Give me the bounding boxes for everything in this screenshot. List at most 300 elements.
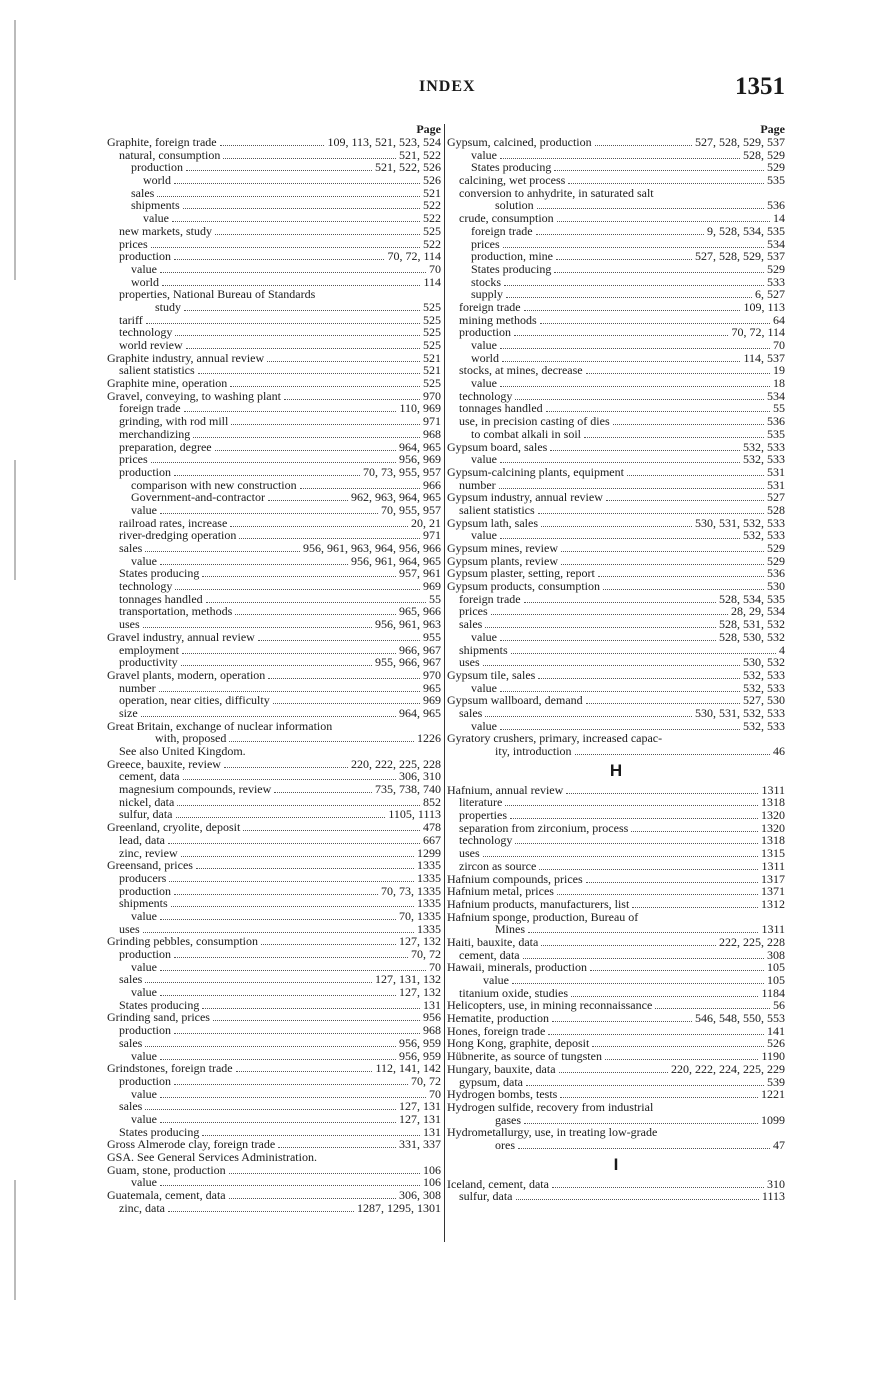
- index-entry-term: zinc, review: [119, 845, 178, 860]
- index-entry-term: uses: [459, 655, 480, 670]
- dot-leader: [174, 475, 360, 476]
- dot-leader: [223, 158, 396, 159]
- dot-leader: [504, 285, 764, 286]
- index-entry: [107, 466, 441, 479]
- index-entry-term: Greensand, prices: [107, 858, 193, 873]
- dot-leader: [561, 551, 764, 552]
- dot-leader: [586, 703, 740, 704]
- index-entry: [107, 136, 441, 149]
- dot-leader: [598, 576, 764, 577]
- index-entry: [447, 707, 785, 720]
- index-entry-term: sulfur, data: [119, 807, 173, 822]
- dot-leader: [273, 703, 420, 704]
- dot-leader: [516, 1199, 759, 1200]
- dot-leader: [523, 958, 764, 959]
- index-entry: [447, 225, 785, 238]
- index-entry: [107, 453, 441, 466]
- index-entry: [107, 377, 441, 390]
- index-entry-pages: 47: [773, 1137, 785, 1152]
- index-entry-term: Hydrogen bombs, tests: [447, 1087, 558, 1102]
- index-entry-term: sales: [119, 1035, 143, 1050]
- dot-leader: [528, 932, 758, 933]
- dot-leader: [198, 373, 420, 374]
- index-entry: [107, 694, 441, 707]
- index-entry: [447, 847, 785, 860]
- dot-leader: [141, 716, 396, 717]
- dot-leader: [541, 945, 716, 946]
- index-entry-term: Haiti, bauxite, data: [447, 934, 539, 949]
- index-entry: [447, 631, 785, 644]
- index-entry-term: magnesium compounds, review: [119, 782, 272, 797]
- index-entry: [107, 631, 441, 644]
- index-entry-pages: 55: [429, 591, 441, 606]
- dot-leader: [236, 1071, 373, 1072]
- index-entry: [447, 1139, 785, 1152]
- index-entry-pages: 529: [767, 541, 785, 555]
- index-entry-pages: 114, 537: [743, 350, 785, 365]
- index-entry-term: stocks, at mines, decrease: [459, 363, 583, 378]
- index-entry-term: technology: [119, 325, 173, 340]
- index-entry: [107, 973, 441, 986]
- index-entry: [107, 542, 441, 555]
- index-entry-term: Hawaii, minerals, production: [447, 960, 587, 975]
- dot-leader: [512, 983, 764, 984]
- dot-leader: [258, 640, 420, 641]
- index-entry-term: nickel, data: [119, 794, 175, 809]
- index-entry-term: shipments: [119, 896, 168, 911]
- index-entry-pages: 955: [423, 629, 441, 644]
- index-entry: [107, 656, 441, 669]
- index-entry: [107, 910, 441, 923]
- index-entry-term: Gravel industry, annual review: [107, 629, 255, 644]
- index-entry-term: value: [131, 985, 157, 1000]
- index-entry-heading: Hydrogen sulfide, recovery from industrial: [447, 1099, 654, 1114]
- index-entry-term: States producing: [119, 1124, 200, 1139]
- index-entry-pages: 735, 738, 740: [375, 782, 441, 797]
- index-entry: [447, 517, 785, 530]
- index-entry-pages: 109, 113: [743, 299, 785, 314]
- index-entry-pages: 525: [423, 299, 441, 314]
- dot-leader: [160, 919, 396, 920]
- index-entry-pages: 127, 131: [399, 1111, 441, 1126]
- dot-leader: [160, 970, 426, 971]
- index-entry-pages: 306, 310: [399, 769, 441, 784]
- index-entry-pages: 521, 522, 526: [375, 160, 441, 175]
- index-entry-term: Hübnerite, as source of tungsten: [447, 1049, 602, 1064]
- index-entry-pages: 1299: [417, 845, 441, 860]
- index-entry-term: number: [459, 477, 496, 492]
- index-entry-pages: 1320: [761, 820, 785, 835]
- index-entry: [447, 974, 785, 987]
- index-entry-pages: 528, 534, 535: [719, 591, 785, 606]
- index-entry-pages: 526: [423, 173, 441, 188]
- dot-leader: [160, 995, 396, 996]
- index-entry: [107, 1024, 441, 1037]
- index-entry-pages: 522: [423, 236, 441, 251]
- index-entry-pages: 521: [423, 350, 441, 365]
- index-entry-pages: 127, 132: [399, 985, 441, 1000]
- index-entry: [447, 542, 785, 555]
- dot-leader: [213, 1020, 420, 1021]
- index-entry-pages: 1320: [761, 808, 785, 823]
- index-entry-pages: 527, 530: [743, 693, 785, 708]
- dot-leader: [206, 602, 426, 603]
- index-entry: [107, 1113, 441, 1126]
- index-entry-term: prices: [119, 236, 148, 251]
- index-entry: [447, 860, 785, 873]
- index-entry-term: technology: [459, 388, 513, 403]
- index-entry-pages: 527, 528, 529, 537: [695, 135, 785, 149]
- index-entry-pages: 525: [423, 376, 441, 391]
- dot-leader: [627, 475, 764, 476]
- dot-leader: [184, 411, 397, 412]
- index-entry-term: production: [131, 160, 183, 175]
- index-entry: [447, 644, 785, 657]
- dot-leader: [278, 1147, 396, 1148]
- index-entry-term: value: [131, 1175, 157, 1190]
- index-entry-term: Hones, foreign trade: [447, 1023, 546, 1038]
- dot-leader: [202, 1135, 420, 1136]
- index-entry-pages: 1335: [417, 870, 441, 885]
- index-entry-pages: 127, 132: [399, 934, 441, 949]
- dot-leader: [503, 247, 764, 248]
- index-entry-term: uses: [459, 846, 480, 861]
- dot-leader: [526, 1085, 764, 1086]
- index-entry-term: shipments: [459, 642, 508, 657]
- index-entry-term: to combat alkali in soil: [471, 426, 581, 441]
- index-entry-heading: Gyratory crushers, primary, increased capac-: [447, 731, 663, 746]
- index-entry-pages: 1311: [761, 782, 785, 797]
- index-entry: [107, 618, 441, 631]
- dot-leader: [491, 614, 728, 615]
- index-entry-pages: 106: [423, 1175, 441, 1190]
- index-entry-pages: 1221: [761, 1087, 785, 1102]
- index-entry-pages: 70, 72: [411, 947, 441, 961]
- index-entry-pages: 220, 222, 224, 225, 229: [671, 1061, 785, 1076]
- index-entry-pages: 1099: [761, 1112, 785, 1127]
- dot-leader: [595, 145, 692, 146]
- index-entry-term: zinc, data: [119, 1200, 165, 1215]
- dot-leader: [176, 817, 386, 818]
- index-entry-term: prices: [119, 452, 148, 467]
- index-entry-term: use, in precision casting of dies: [459, 414, 610, 429]
- dot-leader: [500, 158, 740, 159]
- index-entry-pages: 529: [767, 261, 785, 276]
- index-entry: [447, 212, 785, 225]
- dot-leader: [229, 741, 414, 742]
- index-entry-term: value: [471, 147, 497, 162]
- index-entry-term: Hungary, bauxite, data: [447, 1061, 556, 1076]
- index-entry-pages: 1318: [761, 795, 785, 810]
- dot-leader: [552, 1021, 692, 1022]
- dot-leader: [202, 1008, 420, 1009]
- index-entry-term: production: [119, 249, 171, 264]
- index-entry: [447, 339, 785, 352]
- index-entry-term: foreign trade: [459, 299, 521, 314]
- index-entry-pages: 955, 966, 967: [375, 655, 441, 670]
- index-entry-term: crude, consumption: [459, 211, 554, 226]
- index-entry: [107, 174, 441, 187]
- dot-leader: [215, 450, 396, 451]
- dot-leader: [500, 386, 770, 387]
- index-entry-term: sales: [459, 617, 483, 632]
- dot-leader: [552, 1187, 764, 1188]
- index-entry-term: value: [131, 908, 157, 923]
- index-entry-pages: 962, 963, 964, 965: [351, 490, 441, 505]
- index-entry-term: calcining, wet process: [459, 173, 566, 188]
- index-entry-pages: 956, 961, 963, 964, 956, 966: [303, 541, 441, 555]
- dot-leader: [485, 627, 716, 628]
- index-entry: [107, 821, 441, 834]
- index-entry-pages: 1317: [761, 871, 785, 886]
- dot-leader: [500, 729, 740, 730]
- index-entry-term: Government-and-contractor: [131, 490, 265, 505]
- index-entry-pages: 536: [767, 414, 785, 429]
- dot-leader: [160, 272, 426, 273]
- index-entry-term: world review: [119, 338, 183, 352]
- index-entry-term: Greece, bauxite, review: [107, 756, 221, 771]
- dot-leader: [175, 589, 420, 590]
- index-entry-term: world: [143, 173, 171, 188]
- dot-leader: [584, 437, 764, 438]
- index-entry: [107, 1164, 441, 1177]
- index-entry-term: sales: [119, 1099, 143, 1114]
- index-entry: [107, 1189, 441, 1202]
- index-entry: [107, 669, 441, 682]
- dot-leader: [510, 818, 758, 819]
- index-entry: [447, 301, 785, 314]
- index-entry-term: production: [459, 325, 511, 340]
- index-entry-term: with, proposed: [155, 731, 227, 746]
- index-entry-pages: 528, 531, 532: [719, 617, 785, 632]
- dot-leader: [592, 1046, 764, 1047]
- index-entry-pages: 964, 965: [399, 439, 441, 454]
- index-entry-pages: 521: [423, 363, 441, 378]
- index-entry-pages: 70: [429, 1086, 441, 1101]
- scan-edge-mark: [14, 460, 16, 580]
- index-entry-term: Gross Almerode clay, foreign trade: [107, 1137, 276, 1152]
- dot-leader: [540, 323, 770, 324]
- index-entry-pages: 1312: [761, 896, 785, 911]
- index-entry-term: States producing: [471, 160, 552, 175]
- index-entry-term: employment: [119, 642, 179, 657]
- index-entry-pages: 20, 21: [411, 515, 441, 530]
- dot-leader: [181, 665, 372, 666]
- index-entry: [447, 618, 785, 631]
- index-entry-pages: 70, 955, 957: [381, 502, 441, 517]
- index-entry-term: river-dredging operation: [119, 528, 237, 543]
- index-entry-pages: 478: [423, 820, 441, 835]
- dot-leader: [184, 310, 420, 311]
- index-entry-pages: 525: [423, 338, 441, 352]
- index-entry-pages: 1311: [761, 858, 785, 873]
- index-entry-term: world: [471, 350, 499, 365]
- index-entry: [107, 859, 441, 872]
- dot-leader: [506, 297, 752, 298]
- index-entry: [107, 1037, 441, 1050]
- dot-leader: [151, 462, 396, 463]
- index-entry-term: size: [119, 705, 138, 720]
- index-entry-pages: 1184: [761, 985, 785, 1000]
- index-entry-term: grinding, with rod mill: [119, 414, 229, 429]
- dot-leader: [160, 1097, 426, 1098]
- dot-leader: [524, 602, 716, 603]
- index-entry-heading: Hydrometallurgy, use, in treating low-grade: [447, 1125, 658, 1140]
- dot-leader: [268, 678, 420, 679]
- index-entry-pages: 525: [423, 312, 441, 327]
- index-entry-pages: 127, 131, 132: [375, 972, 441, 987]
- index-entry-term: value: [471, 528, 497, 543]
- dot-leader: [500, 348, 770, 349]
- index-entry-pages: 529: [767, 553, 785, 568]
- index-entry-term: number: [119, 680, 156, 695]
- index-entry-pages: 70: [429, 261, 441, 276]
- index-entry-term: production: [119, 883, 171, 898]
- dot-leader: [515, 843, 758, 844]
- index-entry-term: Mines: [495, 922, 525, 937]
- index-entry-term: titanium oxide, studies: [459, 985, 568, 1000]
- dot-leader: [174, 1084, 408, 1085]
- index-entry-term: value: [471, 452, 497, 467]
- index-entry-term: Grinding pebbles, consumption: [107, 934, 258, 949]
- index-entry-term: world: [131, 274, 159, 289]
- dot-leader: [145, 982, 372, 983]
- index-entry-pages: 528, 530, 532: [719, 629, 785, 644]
- index-entry-term: cement, data: [119, 769, 180, 784]
- dot-leader: [174, 259, 384, 260]
- index-entry-term: gypsum, data: [459, 1074, 523, 1089]
- dot-leader: [160, 1185, 420, 1186]
- index-entry-pages: 522: [423, 198, 441, 213]
- index-entry-pages: 969: [423, 693, 441, 708]
- index-entry-term: solution: [495, 198, 534, 213]
- index-entry-pages: 14: [773, 211, 785, 226]
- dot-leader: [590, 970, 764, 971]
- index-entry-pages: 28, 29, 534: [731, 604, 785, 619]
- dot-leader: [186, 348, 420, 349]
- index-entry-pages: 1335: [417, 896, 441, 911]
- index-entry-pages: 1311: [761, 922, 785, 937]
- index-entry-term: technology: [459, 833, 513, 848]
- dot-leader: [215, 234, 420, 235]
- index-entry-term: cement, data: [459, 947, 520, 962]
- index-entry-term: tonnages handled: [459, 401, 543, 416]
- index-entry-pages: 141: [767, 1023, 785, 1038]
- index-entry-pages: 667: [423, 832, 441, 847]
- index-entry-pages: 532, 533: [743, 452, 785, 467]
- running-header-title: INDEX: [419, 78, 476, 95]
- dot-leader: [143, 627, 372, 628]
- dot-leader: [632, 907, 758, 908]
- index-entry-term: Gypsum industry, annual review: [447, 490, 603, 505]
- section-letter-heading: I: [613, 1154, 619, 1174]
- index-entry-term: new markets, study: [119, 223, 212, 238]
- dot-leader: [548, 1034, 764, 1035]
- index-entry-pages: 964, 965: [399, 705, 441, 720]
- index-entry: [107, 580, 441, 593]
- index-entry-term: foreign trade: [459, 591, 521, 606]
- index-entry-pages: 222, 225, 228: [719, 934, 785, 949]
- dot-leader: [518, 1148, 770, 1149]
- index-entry-term: salient statistics: [459, 502, 535, 517]
- index-entry: [447, 453, 785, 466]
- index-entry-pages: 532, 533: [743, 667, 785, 682]
- index-entry-pages: 956, 961, 964, 965: [351, 553, 441, 568]
- index-entry-term: ity, introduction: [495, 744, 572, 758]
- index-entry-term: Hematite, production: [447, 1011, 549, 1026]
- dot-leader: [546, 411, 770, 412]
- index-entry-pages: 70, 72, 114: [387, 249, 441, 264]
- dot-leader: [561, 564, 764, 565]
- index-entry-term: production: [119, 464, 171, 479]
- index-entry-heading: Great Britain, exchange of nuclear information: [107, 718, 333, 733]
- dot-leader: [177, 805, 420, 806]
- dot-leader: [267, 361, 420, 362]
- index-entry-term: Iceland, cement, data: [447, 1176, 549, 1191]
- index-entry-term: value: [143, 211, 169, 226]
- index-entry-term: value: [131, 959, 157, 974]
- index-entry-term: prices: [471, 236, 500, 251]
- index-entry-term: properties: [459, 808, 507, 823]
- dot-leader: [483, 665, 740, 666]
- dot-leader: [557, 221, 770, 222]
- dot-leader: [575, 754, 770, 755]
- dot-leader: [172, 221, 420, 222]
- dot-leader: [586, 373, 770, 374]
- dot-leader: [145, 1109, 396, 1110]
- index-entry-pages: 965, 966: [399, 604, 441, 619]
- index-entry: [447, 377, 785, 390]
- index-entry-term: Gypsum tile, sales: [447, 667, 536, 682]
- dot-leader: [183, 208, 420, 209]
- index-entry: [107, 225, 441, 238]
- index-entry-term: railroad rates, increase: [119, 515, 228, 530]
- index-entry-term: uses: [119, 617, 140, 632]
- index-entry-pages: 525: [423, 325, 441, 340]
- index-entry: [107, 783, 441, 796]
- dot-leader: [183, 779, 396, 780]
- dot-leader: [182, 653, 396, 654]
- dot-leader: [539, 869, 758, 870]
- index-entry-term: Gypsum wallboard, demand: [447, 693, 583, 708]
- index-entry-pages: 127, 131: [399, 1099, 441, 1114]
- dot-leader: [171, 906, 414, 907]
- dot-leader: [514, 335, 728, 336]
- index-entry: [447, 250, 785, 263]
- dot-leader: [613, 424, 764, 425]
- index-entry-term: zircon as source: [459, 858, 537, 873]
- index-entry-pages: 530, 531, 532, 533: [695, 705, 785, 720]
- dot-leader: [554, 170, 764, 171]
- index-entry-pages: 532, 533: [743, 439, 785, 454]
- index-entry-term: tonnages handled: [119, 591, 203, 606]
- index-entry-term: shipments: [131, 198, 180, 213]
- index-entry: [107, 1075, 441, 1088]
- index-entry-pages: 331, 337: [399, 1137, 441, 1152]
- index-entry-pages: 1315: [761, 846, 785, 861]
- index-entry: [107, 263, 441, 276]
- index-entry-pages: 131: [423, 1124, 441, 1139]
- index-entry-pages: 1105, 1113: [388, 807, 441, 822]
- dot-leader: [193, 437, 420, 438]
- dot-leader: [500, 462, 740, 463]
- dot-leader: [554, 272, 764, 273]
- index-entry-pages: 970: [423, 667, 441, 682]
- index-entry-term: natural, consumption: [119, 147, 221, 162]
- index-entry-pages: 525: [423, 223, 441, 238]
- dot-leader: [606, 500, 764, 501]
- index-entry-pages: 956, 961, 963: [375, 617, 441, 632]
